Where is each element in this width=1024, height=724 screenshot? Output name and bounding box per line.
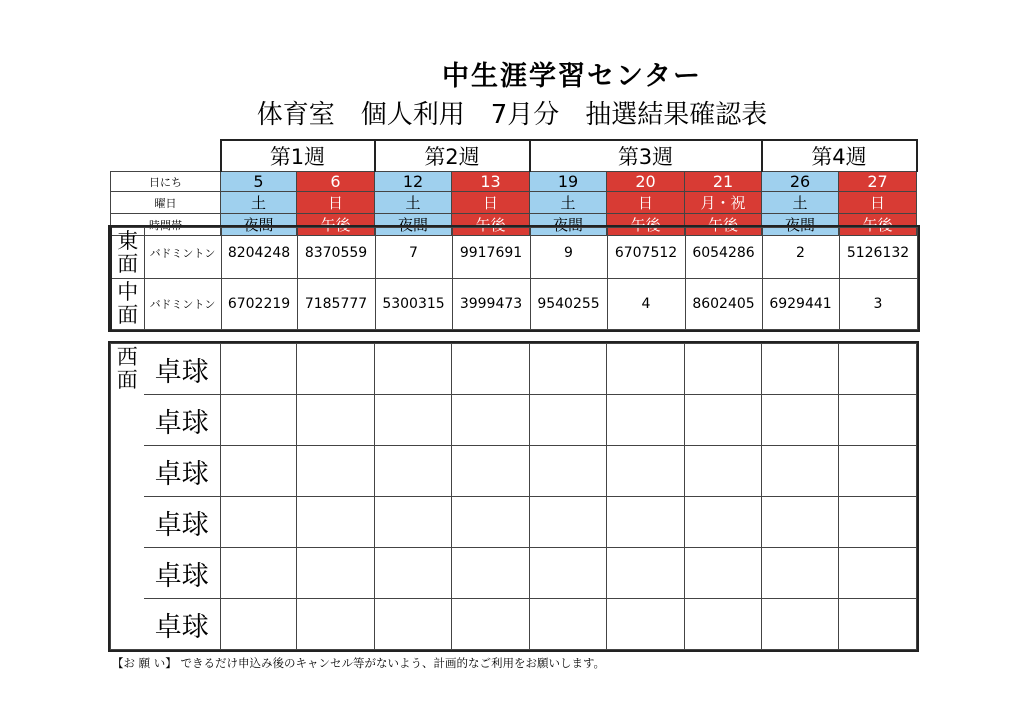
west-row: [111, 497, 917, 548]
page-subtitle: 体育室 個人利用 7月分 抽選結果確認表: [256, 100, 768, 130]
empty-cell: [607, 599, 685, 650]
empty-cell: [375, 497, 452, 548]
empty-cell: [452, 548, 530, 599]
empty-cell: [297, 446, 375, 497]
result-cell: 6707512: [607, 228, 685, 279]
date-cell: 13: [452, 172, 530, 192]
result-cell: 8204248: [221, 228, 297, 279]
west-sport-label: 卓球: [144, 446, 221, 497]
empty-cell: [452, 344, 530, 395]
date-cell: 26: [762, 172, 839, 192]
empty-cell: [221, 395, 297, 446]
west-area-label: 西面: [111, 344, 144, 650]
result-cell: 5126132: [839, 228, 917, 279]
empty-cell: [221, 599, 297, 650]
badminton-results-table: [110, 227, 918, 330]
empty-cell: [530, 497, 607, 548]
empty-cell: [297, 548, 375, 599]
result-cell: 6054286: [685, 228, 762, 279]
empty-cell: [762, 497, 839, 548]
empty-cell: [607, 344, 685, 395]
date-cell: 12: [375, 172, 452, 192]
east-area-label: 東面: [111, 228, 144, 279]
empty-cell: [221, 446, 297, 497]
center-row: [111, 279, 917, 330]
result-cell: 6929441: [762, 279, 839, 330]
empty-cell: [685, 344, 762, 395]
dow-cell: 土: [530, 192, 607, 214]
empty-cell: [530, 548, 607, 599]
east-sport-label: バドミントン: [144, 228, 221, 279]
time-cell: 夜間: [375, 214, 452, 236]
empty-cell: [530, 599, 607, 650]
center-sport-label: バドミントン: [144, 279, 221, 330]
west-sport-label: 卓球: [144, 395, 221, 446]
time-cell: 午後: [607, 214, 685, 236]
empty-cell: [297, 599, 375, 650]
result-cell: 6702219: [221, 279, 297, 330]
empty-cell: [221, 548, 297, 599]
empty-cell: [839, 446, 917, 497]
result-cell: 3: [839, 279, 917, 330]
empty-cell: [762, 395, 839, 446]
empty-cell: [297, 497, 375, 548]
date-row-label: 日にち: [111, 172, 221, 192]
week-4-header: 第4週: [762, 140, 917, 172]
date-cell: 19: [530, 172, 607, 192]
west-row: [111, 446, 917, 497]
footer-note: 【お 願 い】 できるだけ申込み後のキャンセル等がないよう、計画的なご利用をお願いします。: [112, 656, 606, 670]
empty-cell: [375, 344, 452, 395]
empty-cell: [762, 344, 839, 395]
east-row: [111, 228, 917, 279]
page-title: 中生涯学習センター: [442, 61, 702, 92]
dow-cell: 土: [221, 192, 297, 214]
empty-cell: [375, 548, 452, 599]
empty-cell: [375, 446, 452, 497]
date-cell: 6: [297, 172, 375, 192]
empty-cell: [607, 548, 685, 599]
west-sport-label: 卓球: [144, 548, 221, 599]
empty-cell: [762, 446, 839, 497]
west-sport-label: 卓球: [144, 599, 221, 650]
empty-cell: [452, 497, 530, 548]
empty-cell: [375, 599, 452, 650]
empty-cell: [530, 344, 607, 395]
time-row-label: 時間帯: [111, 214, 221, 236]
time-cell: 夜間: [221, 214, 297, 236]
empty-cell: [839, 395, 917, 446]
empty-cell: [530, 395, 607, 446]
date-cell: 20: [607, 172, 685, 192]
date-cell: 5: [221, 172, 297, 192]
schedule-header-table: [110, 139, 918, 236]
dow-row-label: 曜日: [111, 192, 221, 214]
date-cell: 21: [685, 172, 762, 192]
empty-cell: [685, 548, 762, 599]
empty-cell: [221, 344, 297, 395]
west-row: [111, 395, 917, 446]
empty-cell: [762, 599, 839, 650]
dow-cell: 月・祝: [685, 192, 762, 214]
west-sport-label: 卓球: [144, 497, 221, 548]
empty-cell: [607, 497, 685, 548]
result-cell: 8602405: [685, 279, 762, 330]
result-cell: 2: [762, 228, 839, 279]
center-area-label: 中面: [111, 279, 144, 330]
table-tennis-results-table: [110, 343, 917, 650]
empty-cell: [607, 446, 685, 497]
week-1-header: 第1週: [221, 140, 375, 172]
empty-cell: [685, 446, 762, 497]
empty-cell: [375, 395, 452, 446]
date-cell: 27: [839, 172, 917, 192]
empty-cell: [452, 446, 530, 497]
result-cell: 9917691: [452, 228, 530, 279]
dow-cell: 日: [452, 192, 530, 214]
empty-cell: [839, 344, 917, 395]
empty-cell: [685, 395, 762, 446]
time-cell: 午後: [685, 214, 762, 236]
empty-cell: [685, 497, 762, 548]
empty-cell: [530, 446, 607, 497]
empty-cell: [297, 395, 375, 446]
empty-cell: [839, 599, 917, 650]
result-cell: 4: [607, 279, 685, 330]
empty-cell: [685, 599, 762, 650]
result-cell: 9: [530, 228, 607, 279]
result-cell: 9540255: [530, 279, 607, 330]
time-cell: 夜間: [762, 214, 839, 236]
empty-cell: [607, 395, 685, 446]
blank-corner: [111, 140, 221, 172]
week-2-header: 第2週: [375, 140, 530, 172]
empty-cell: [839, 548, 917, 599]
dow-cell: 日: [607, 192, 685, 214]
dow-cell: 土: [375, 192, 452, 214]
time-cell: 午後: [297, 214, 375, 236]
time-cell: 午後: [452, 214, 530, 236]
empty-cell: [452, 599, 530, 650]
result-cell: 7: [375, 228, 452, 279]
result-cell: 5300315: [375, 279, 452, 330]
empty-cell: [221, 497, 297, 548]
result-cell: 8370559: [297, 228, 375, 279]
west-row: [111, 548, 917, 599]
result-cell: 7185777: [297, 279, 375, 330]
empty-cell: [762, 548, 839, 599]
empty-cell: [452, 395, 530, 446]
dow-cell: 土: [762, 192, 839, 214]
time-cell: 午後: [839, 214, 917, 236]
west-sport-label: 卓球: [144, 344, 221, 395]
time-cell: 夜間: [530, 214, 607, 236]
west-row: [111, 344, 917, 395]
dow-cell: 日: [839, 192, 917, 214]
result-cell: 3999473: [452, 279, 530, 330]
dow-cell: 日: [297, 192, 375, 214]
empty-cell: [839, 497, 917, 548]
west-row: [111, 599, 917, 650]
week-3-header: 第3週: [530, 140, 762, 172]
empty-cell: [297, 344, 375, 395]
